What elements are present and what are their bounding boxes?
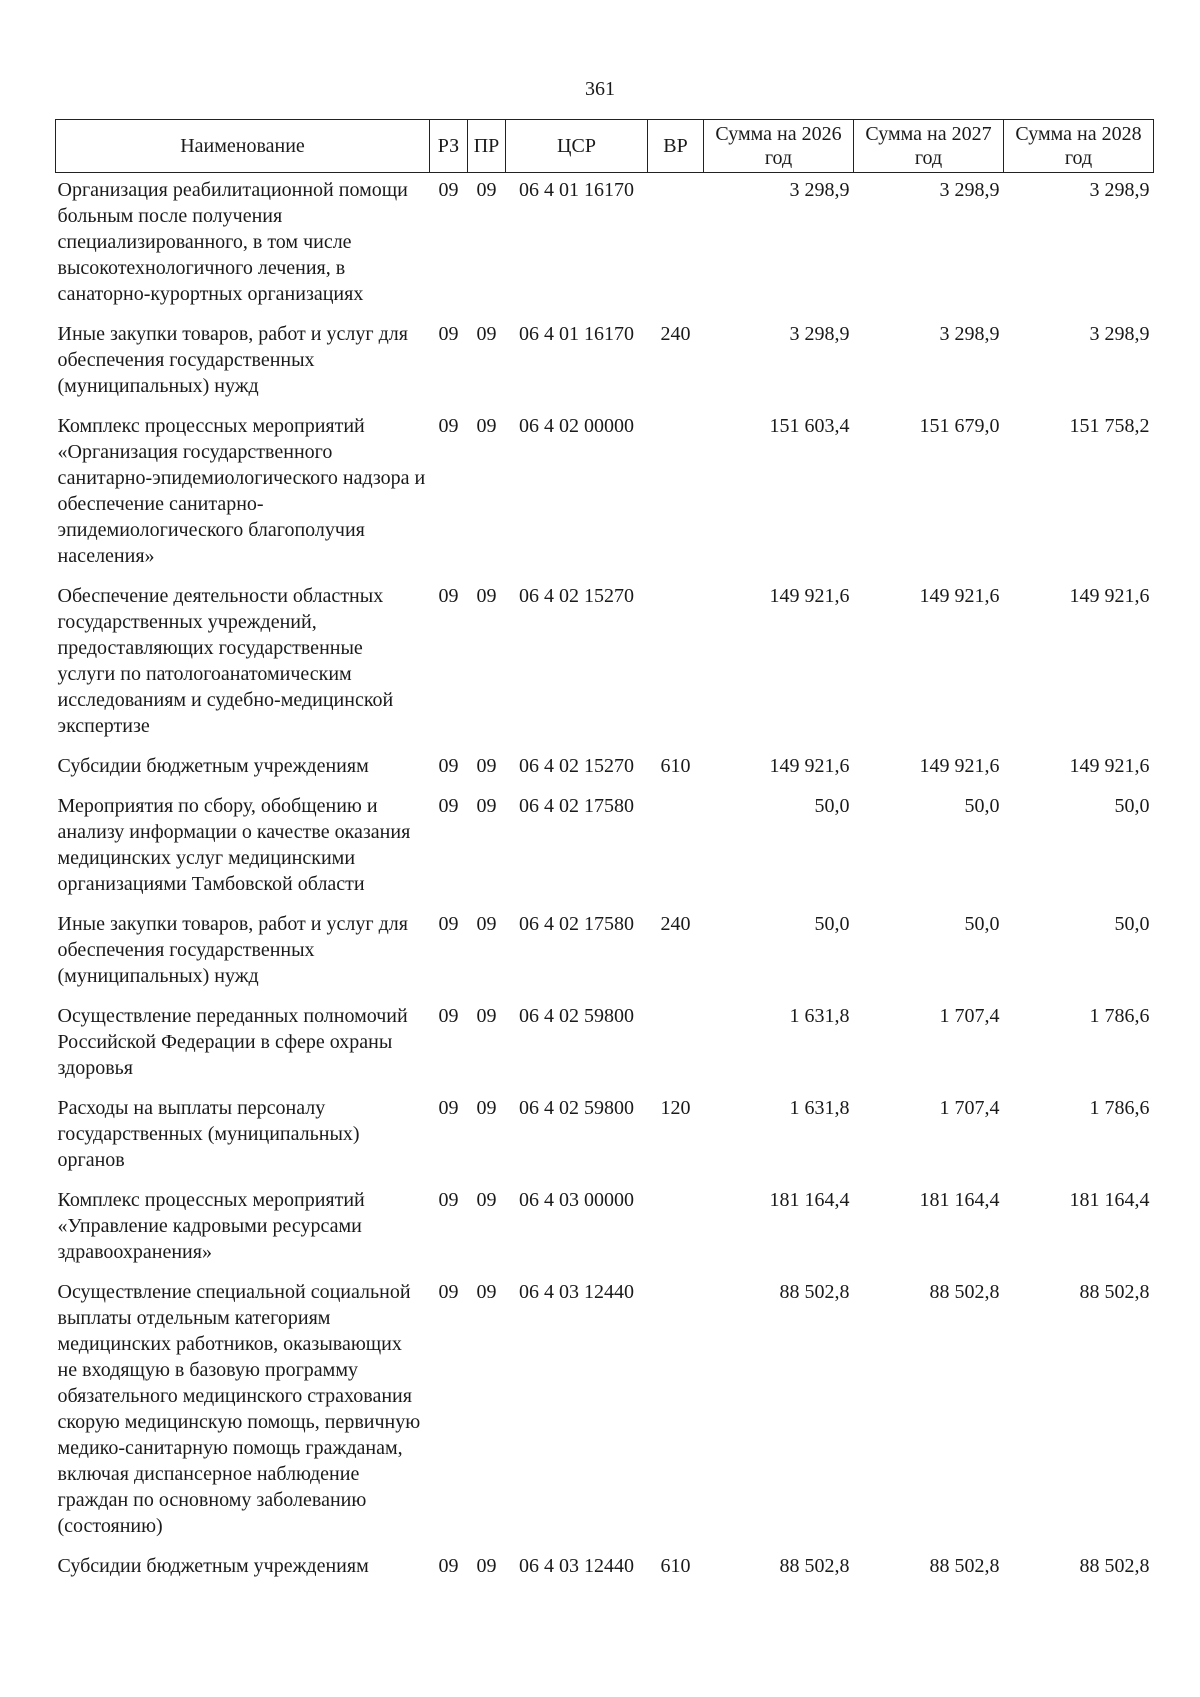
row-pr: 09 xyxy=(476,415,497,437)
row-vr xyxy=(648,413,704,583)
row-vr xyxy=(648,1187,704,1279)
row-sum-2027: 151 679,0 xyxy=(919,415,1000,437)
row-vr xyxy=(648,793,704,911)
row-rz: 09 xyxy=(438,1189,459,1211)
row-rz: 09 xyxy=(438,755,459,777)
row-name: Иные закупки товаров, работ и услуг для обеспечения государственных (муниципальных) нужд xyxy=(57,323,408,397)
row-sum-2028: 3 298,9 xyxy=(1089,179,1150,201)
row-vr: 240 xyxy=(660,913,691,935)
row-name: Комплекс процессных мероприятий «Организация государственного санитарно-эпидемиологического надзора и обеспечение санитарно-эпидемиологического благополучия населения» xyxy=(57,415,426,567)
row-rz: 09 xyxy=(438,913,459,935)
row-pr: 09 xyxy=(476,913,497,935)
row-sum-2028: 50,0 xyxy=(1114,913,1150,935)
row-sum-2026: 88 502,8 xyxy=(779,1555,850,1577)
row-sum-2026: 88 502,8 xyxy=(779,1281,850,1303)
row-sum-2026: 149 921,6 xyxy=(769,755,850,777)
row-sum-2027: 88 502,8 xyxy=(929,1281,1000,1303)
row-vr xyxy=(648,1003,704,1095)
row-rz: 09 xyxy=(438,1097,459,1119)
row-sum-2027: 149 921,6 xyxy=(919,585,1000,607)
row-vr xyxy=(648,1279,704,1553)
page-number: 361 xyxy=(585,78,615,100)
row-sum-2027: 50,0 xyxy=(964,913,1000,935)
row-pr: 09 xyxy=(476,1097,497,1119)
row-pr: 09 xyxy=(476,323,497,345)
row-pr: 09 xyxy=(476,1555,497,1577)
row-sum-2028: 88 502,8 xyxy=(1079,1555,1150,1577)
row-csr: 06 4 02 00000 xyxy=(519,415,634,437)
row-name: Субсидии бюджетным учреждениям xyxy=(57,1555,369,1577)
row-sum-2027: 3 298,9 xyxy=(939,323,1000,345)
header-sum-2026: Сумма на 2026 год xyxy=(704,120,854,173)
row-rz: 09 xyxy=(438,179,459,201)
row-csr: 06 4 03 12440 xyxy=(519,1555,634,1577)
row-name: Осуществление переданных полномочий Российской Федерации в сфере охраны здоровья xyxy=(57,1005,408,1079)
row-pr: 09 xyxy=(476,179,497,201)
table-row xyxy=(56,413,1154,583)
header-sum-2027: Сумма на 2027 год xyxy=(854,120,1004,173)
row-sum-2028: 149 921,6 xyxy=(1069,585,1150,607)
row-csr: 06 4 01 16170 xyxy=(519,323,634,345)
row-csr: 06 4 03 00000 xyxy=(519,1189,634,1211)
row-sum-2027: 3 298,9 xyxy=(939,179,1000,201)
table-row xyxy=(56,173,1154,322)
header-vr: ВР xyxy=(648,120,704,173)
table-row xyxy=(56,1003,1154,1095)
row-sum-2027: 181 164,4 xyxy=(919,1189,1000,1211)
row-sum-2028: 1 786,6 xyxy=(1089,1097,1150,1119)
budget-table xyxy=(55,119,1154,1593)
row-vr xyxy=(648,583,704,753)
row-sum-2026: 1 631,8 xyxy=(789,1097,850,1119)
row-pr: 09 xyxy=(476,795,497,817)
row-pr: 09 xyxy=(476,1005,497,1027)
row-name: Расходы на выплаты персоналу государственных (муниципальных) органов xyxy=(57,1097,360,1171)
row-csr: 06 4 02 59800 xyxy=(519,1097,634,1119)
row-sum-2026: 181 164,4 xyxy=(769,1189,850,1211)
row-pr: 09 xyxy=(476,585,497,607)
row-sum-2028: 1 786,6 xyxy=(1089,1005,1150,1027)
row-rz: 09 xyxy=(438,795,459,817)
table-row xyxy=(56,1187,1154,1279)
row-pr: 09 xyxy=(476,755,497,777)
row-rz: 09 xyxy=(438,1281,459,1303)
row-sum-2027: 1 707,4 xyxy=(939,1005,1000,1027)
row-sum-2026: 50,0 xyxy=(814,795,850,817)
table-row xyxy=(56,753,1154,793)
row-name: Иные закупки товаров, работ и услуг для обеспечения государственных (муниципальных) нужд xyxy=(57,913,408,987)
row-vr xyxy=(648,173,704,322)
row-sum-2026: 3 298,9 xyxy=(789,323,850,345)
row-name: Обеспечение деятельности областных государственных учреждений, предоставляющих государственные услуги по патологоанатомическим исследованиям и судебно-медицинской экспертизе xyxy=(57,585,394,737)
row-csr: 06 4 01 16170 xyxy=(519,179,634,201)
table-row xyxy=(56,1553,1154,1593)
row-sum-2028: 181 164,4 xyxy=(1069,1189,1150,1211)
row-csr: 06 4 02 15270 xyxy=(519,755,634,777)
header-sum-2028: Сумма на 2028 год xyxy=(1004,120,1154,173)
row-sum-2027: 1 707,4 xyxy=(939,1097,1000,1119)
row-sum-2026: 3 298,9 xyxy=(789,179,850,201)
row-sum-2027: 88 502,8 xyxy=(929,1555,1000,1577)
row-csr: 06 4 02 15270 xyxy=(519,585,634,607)
row-sum-2027: 50,0 xyxy=(964,795,1000,817)
header-csr: ЦСР xyxy=(506,120,648,173)
table-header-row xyxy=(56,120,1154,173)
row-name: Организация реабилитационной помощи больным после получения специализированного, в том числе высокотехнологичного лечения, в санаторно-курортных организациях xyxy=(57,179,408,305)
row-sum-2026: 149 921,6 xyxy=(769,585,850,607)
row-name: Комплекс процессных мероприятий «Управление кадровыми ресурсами здравоохранения» xyxy=(57,1189,365,1263)
row-pr: 09 xyxy=(476,1281,497,1303)
row-pr: 09 xyxy=(476,1189,497,1211)
row-vr: 120 xyxy=(660,1097,691,1119)
row-sum-2027: 149 921,6 xyxy=(919,755,1000,777)
row-name: Мероприятия по сбору, обобщению и анализу информации о качестве оказания медицинских услуг медицинскими организациями Тамбовской области xyxy=(57,795,411,895)
row-sum-2028: 88 502,8 xyxy=(1079,1281,1150,1303)
header-pr: ПР xyxy=(468,120,506,173)
row-vr: 240 xyxy=(660,323,691,345)
row-sum-2026: 1 631,8 xyxy=(789,1005,850,1027)
table-row xyxy=(56,793,1154,911)
row-sum-2028: 3 298,9 xyxy=(1089,323,1150,345)
row-rz: 09 xyxy=(438,585,459,607)
row-sum-2028: 151 758,2 xyxy=(1069,415,1150,437)
row-name: Субсидии бюджетным учреждениям xyxy=(57,755,369,777)
row-csr: 06 4 03 12440 xyxy=(519,1281,634,1303)
table-row xyxy=(56,583,1154,753)
row-csr: 06 4 02 17580 xyxy=(519,913,634,935)
row-csr: 06 4 02 17580 xyxy=(519,795,634,817)
table-row xyxy=(56,911,1154,1003)
row-rz: 09 xyxy=(438,323,459,345)
header-rz: РЗ xyxy=(430,120,468,173)
row-vr: 610 xyxy=(660,1555,691,1577)
row-sum-2026: 50,0 xyxy=(814,913,850,935)
row-rz: 09 xyxy=(438,415,459,437)
table-row xyxy=(56,321,1154,413)
row-sum-2026: 151 603,4 xyxy=(769,415,850,437)
row-rz: 09 xyxy=(438,1555,459,1577)
row-csr: 06 4 02 59800 xyxy=(519,1005,634,1027)
table-row xyxy=(56,1095,1154,1187)
header-name: Наименование xyxy=(56,120,430,173)
table-body xyxy=(56,173,1154,1594)
row-rz: 09 xyxy=(438,1005,459,1027)
row-sum-2028: 50,0 xyxy=(1114,795,1150,817)
row-name: Осуществление специальной социальной выплаты отдельным категориям медицинских работников, оказывающих не входящую в базовую программу обязательного медицинского страхования скорую медицинскую помощь, первичную медико-санитарную помощь гражданам, включая диспансерное наблюдение граждан по основному заболеванию (состоянию) xyxy=(57,1281,421,1537)
row-vr: 610 xyxy=(660,755,691,777)
row-sum-2028: 149 921,6 xyxy=(1069,755,1150,777)
table-row xyxy=(56,1279,1154,1553)
